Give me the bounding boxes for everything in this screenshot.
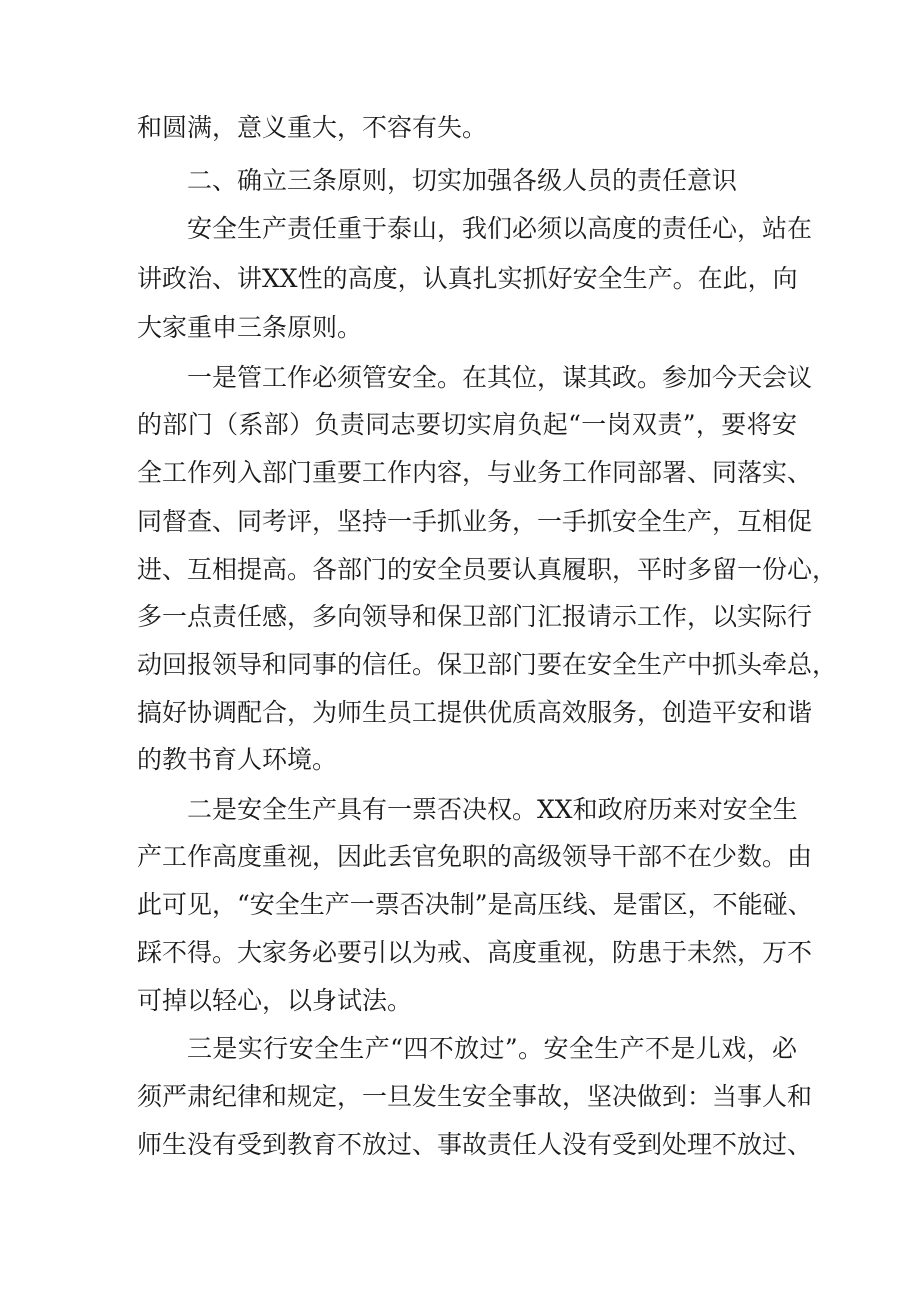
text-line: 和圆满，意义重大，不容有失。 — [137, 113, 488, 142]
text-line: 动回报领导和同事的信任。保卫部门要在安全生产中抓头牵总， — [137, 650, 838, 679]
text-line: 讲政治、讲XX性的高度，认真扎实抓好安全生产。在此，向 — [137, 264, 798, 293]
text-line: 进、互相提高。各部门的安全员要认真履职，平时多留一份心， — [137, 555, 838, 584]
text-line: 踩不得。大家务必要引以为戒、高度重视，防患于未然，万不 — [137, 938, 813, 967]
text-line: 安全生产责任重于泰山，我们必须以高度的责任心，站在 — [187, 214, 813, 243]
text-line: 师生没有受到教育不放过、事故责任人没有受到处理不放过、 — [137, 1130, 813, 1159]
text-line: 须严肃纪律和规定，一旦发生安全事故，坚决做到：当事人和 — [137, 1082, 813, 1111]
text-line: 二是安全生产具有一票否决权。XX和政府历来对安全生 — [187, 795, 798, 824]
text-line: 一是管工作必须管安全。在其位，谋其政。参加今天会议 — [187, 363, 813, 392]
text-line: 大家重申三条原则。 — [137, 313, 363, 342]
text-line: 全工作列入部门重要工作内容，与业务工作同部署、同落实、 — [137, 458, 813, 487]
text-line: 三是实行安全生产“四不放过”。安全生产不是儿戏，必 — [187, 1034, 797, 1063]
text-line: 二、确立三条原则，切实加强各级人员的责任意识 — [187, 166, 738, 195]
text-line: 可掉以轻心，以身试法。 — [137, 986, 413, 1015]
text-line: 产工作高度重视，因此丢官免职的高级领导干部不在少数。由 — [137, 842, 813, 871]
text-line: 此可见，“安全生产一票否决制”是高压线、是雷区，不能碰、 — [137, 890, 813, 919]
text-line: 搞好协调配合，为师生员工提供优质高效服务，创造平安和谐 — [137, 698, 813, 727]
text-line: 的部门（系部）负责同志要切实肩负起“一岗双责”，要将安 — [137, 410, 797, 439]
text-line: 的教书育人环境。 — [137, 745, 338, 774]
text-line: 同督查、同考评，坚持一手抓业务，一手抓安全生产，互相促 — [137, 507, 813, 536]
text-line: 多一点责任感，多向领导和保卫部门汇报请示工作，以实际行 — [137, 602, 813, 631]
